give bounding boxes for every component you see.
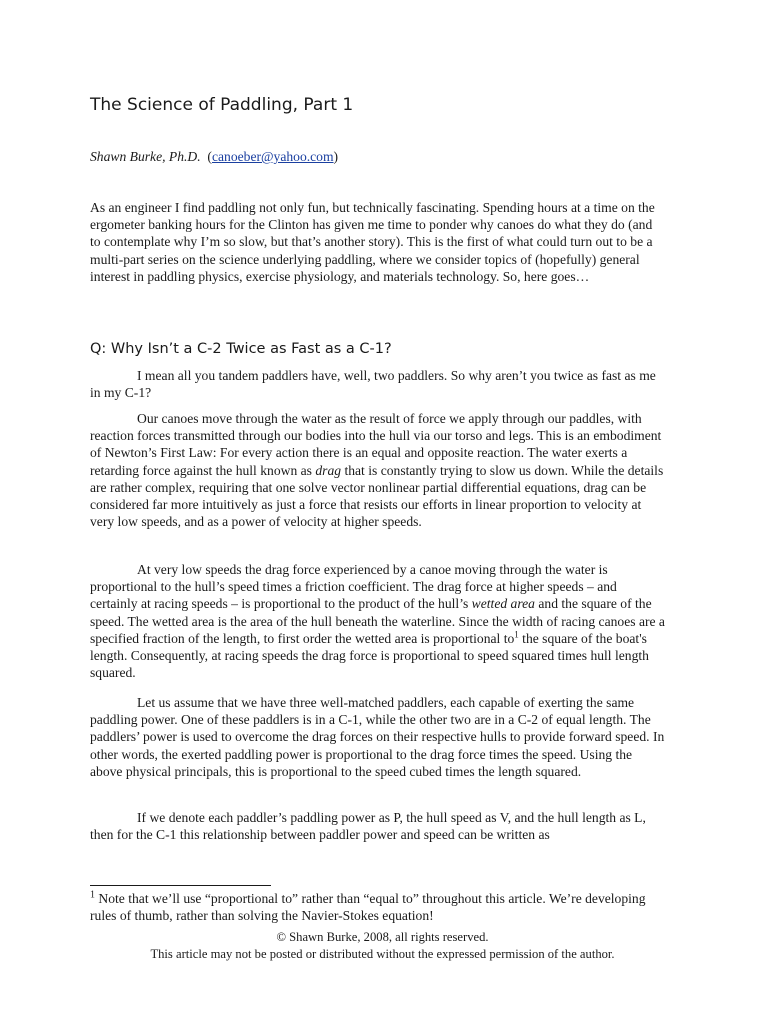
p2-text-a: Our canoes move through the water as the result of force we apply through our paddles, with reaction forces transmitted through our bodies into the hull via our torso and legs. This is an embodiment of Newton’s First Law: For every action there is an equal and opposite reaction. The water exerts a retarding force against the hull known as: [90, 411, 662, 478]
p3-text-a: At very low speeds the drag force experienced by a canoe moving through the water is proportional to the hull’s speed times a friction coefficient. The drag force at higher speeds – and certainly at racing speeds – is proportional to the product of the hull’s: [90, 562, 617, 612]
footnote: [90, 890, 665, 924]
section-heading: Q: Why Isn’t a C-2 Twice as Fast as a C-1?: [90, 341, 392, 357]
footnote-reference[interactable]: 1: [514, 629, 519, 640]
body-paragraph-4: Let us assume that we have three well-matched paddlers, each capable of exerting the same paddling power. One of these paddlers is in a C-1, while the other two are in a C-2 of equal length. The paddlers’ power is used to overcome the drag forces on their respective hulls to provide forward speed. In other words, the exerted paddling power is proportional to the drag force times the speed. Using the above physical principals, this is proportional to the speed cubed times the length squared.: [90, 695, 665, 779]
body-paragraph-3: [90, 561, 665, 681]
email-close-paren: ): [333, 149, 339, 164]
p3-emphasis: wetted area: [471, 596, 535, 612]
body-paragraph-5: If we denote each paddler’s paddling power as P, the hull speed as V, and the hull length as L, then for the C-1 this relationship between paddler power and speed can be written as: [90, 810, 646, 843]
body-paragraph-2: [90, 410, 665, 530]
copyright-line: © Shawn Burke, 2008, all rights reserved.: [276, 930, 489, 944]
intro-paragraph: As an engineer I find paddling not only fun, but technically fascinating. Spending hours at a time on the ergometer banking hours for the Clinton has given me time to ponder why canoes do what they do (and to contemplate why I’m so slow, but that’s another story). This is the first of what could turn out to be a multi-part series on the science underlying paddling, where we consider topics of (hopefully) general interest in paddling physics, exercise physiology, and materials technology. So, here goes…: [90, 200, 655, 284]
email-link[interactable]: canoeber@yahoo.com: [211, 149, 334, 164]
p3-text-c: the square of the boat's length. Consequently, at racing speeds the drag force is proportional to speed squared times hull length squared.: [90, 630, 649, 681]
footnote-text: Note that we’ll use “proportional to” rather than “equal to” throughout this article. We’re developing rules of thumb, rather than solving the Navier-Stokes equation!: [90, 891, 646, 924]
p3-text-b: and the square of the speed. The wetted area is the area of the hull beneath the waterline. Since the width of racing canoes are a specified fraction of the length, to first order the wetted area is proportional to: [90, 596, 665, 646]
author-name: Shawn Burke, Ph.D.: [90, 149, 201, 164]
byline: [90, 149, 338, 165]
body-paragraph-1: I mean all you tandem paddlers have, well, two paddlers. So why aren’t you twice as fast as me in my C-1?: [90, 368, 656, 401]
p2-emphasis: drag: [315, 462, 342, 478]
footnote-marker: 1: [90, 889, 95, 901]
distribution-notice: This article may not be posted or distributed without the expressed permission of the author.: [150, 947, 615, 961]
footnote-divider: [90, 885, 271, 886]
p2-text-b: that is constantly trying to slow us down. While the details are rather complex, requiring that one solve vector nonlinear partial differential equations, drag can be considered far more intuitively as just a force that resists our efforts in linear proportion to velocity at very low speeds, and as a power of velocity at higher speeds.: [90, 462, 664, 530]
email-open-paren: (: [207, 149, 212, 164]
document-title: The Science of Paddling, Part 1: [90, 95, 354, 115]
